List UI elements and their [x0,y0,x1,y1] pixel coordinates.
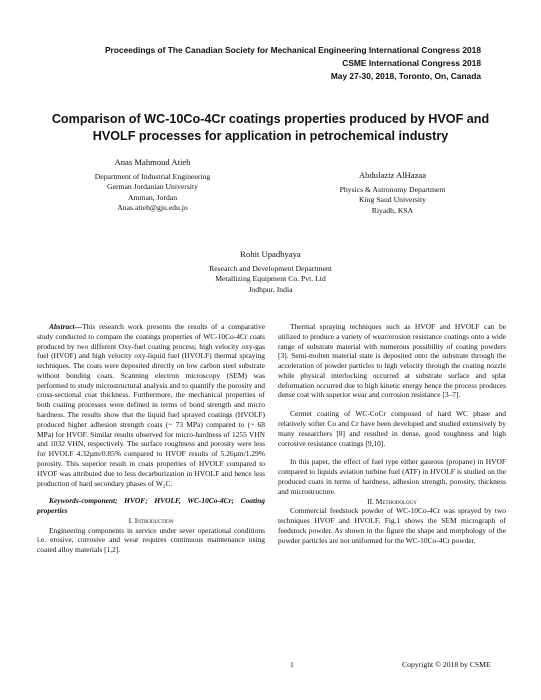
section-1-heading: I. Introduction [128,515,174,525]
page-number: 1 [290,660,294,669]
abstract-label: Abstract— [49,322,83,331]
paragraph-cermet: Cermet coating of WC-CoCr composed of hard WC phase and relatively softer Co and Cr have been developed and studied extensively by many researchers [8] and resulted in dense, good toughness and high corrosive resistance coatings [9,10]. [278,409,506,448]
author-2-org: King Saud University [358,195,427,204]
paragraph-this-paper: In this paper, the effect of fuel type either gaseous (propane) in HVOF compared to liquids aviation turbine fuel (ATF) in HVOLF is studied on the produced coats in terms of hardness, adhesion strength, porosity, thickness and microstructure. [278,457,506,496]
title-line-1: Comparison of WC-10Co-4Cr coatings properties produced by HVOF and [51,112,490,126]
abstract [37,322,265,488]
paragraph-thermal-spraying: Thermal spraying techniques such as HVOF and HVOLF can be utilized to produce a variety of wear/erosion resistance coatings onto a wide range of substrate material with numerous possibility of coating powders [3]. Semi-molten material state is deposited onto the substrate through the acceleration of powder particles to high velocity through the coating nozzle while physical interlocking occurred at substrate surface and splat deformation occurred due to high kinetic energy hence the process produces dense coat with superior wear and corrosion resistance [3–7]. [278,322,506,400]
title-line-2: HVOLF processes for application in petrochemical industry [92,129,449,143]
paper-title [48,111,493,145]
author-3-org: Metallizing Equipment Co. Pvt. Ltd [215,274,326,283]
right-column [278,322,506,545]
author-1-dept: Department of Industrial Engineering [94,171,211,181]
header-line-1: Proceedings of The Canadian Society for Mechanical Engineering International Congress 2018 [104,45,481,55]
methodology-paragraph: Commercial feedstock powder of WC-10Co-4Cr was sprayed by two techniques HVOF and HVOLF, Fig.1 shows the SEM micrograph of feedstock powder. As shown in the figure the shape and morphology of the powder particles are not uniformed for the WC-10Co-4Cr powder. [278,506,506,545]
header-line-3: May 27-30, 2018, Toronto, On, Canada [330,71,481,81]
copyright: Copyright © 2018 by CSME [402,660,491,669]
author-2 [300,170,485,216]
keywords: Keywords-component; HVOF; HVOLF, WC-10Co-4Cr; Coating properties [37,496,265,516]
author-1 [60,157,245,214]
section-2-heading: II. Methodology [367,496,417,506]
author-3-dept: Research and Development Department [209,263,332,273]
author-3-name: Rohit Upadhyaya [240,249,301,259]
author-2-dept: Physics & Astronomy Department [339,184,446,194]
abstract-text: This research work presents the results of a comparative study conducted to compare the coatings properties of WC-10Co-4Cr coats produced by two different Oxy-fuel coating process; high velocity oxy-gas fuel (HVOF) and high velocity oxy-liquid fuel (HVOLF) thermal spraying techniques. The coats were deposited directly on low carbon steel substrate without bonding coats. Scanning electron microscopy (SEM) was performed to study microstructural analysis and to quantify the porosity and cross-sectional coat thickness. Furthermore, the mechanical properties of both coating processes were defined in terms of bond strength and micro hardness. The results show that the liquid fuel sprayed coatings (HVOLF) produced higher adhesion strength coats (~ 73 MPa) compared to (~ 68 MPa) for HVOF. Similar results observed for micro-hardness of 1255 VHN and 1032 VHN, respectively. The surface roughness and porosity were less for HVOLF 4.32µm/0.85% compared to HVOF results of 5.26µm/1.29% porosity. This superior result in coats properties of HVOLF compared to HVOF was attributed due to less decarburization in HVOLF and hence less production of hard secondary phases of W₂C. [37,322,265,488]
author-3-location: Jodhpur, India [248,284,293,294]
left-column [37,322,265,555]
author-1-name: Anas Mahmoud Atieh [114,157,191,167]
intro-paragraph: Engineering components in service under sever operational conditions i.e. erosive, corrosive and wear requires continuous maintenance using coated alloy materials [1,2]. [37,525,265,555]
author-1-email: Anas.atieh@gju.edu.jo [117,203,188,212]
header-line-2: CSME International Congress 2018 [342,58,481,68]
author-1-location: Amman, Jordan [127,192,178,202]
author-3 [178,249,363,295]
author-2-location: Riyadh, KSA [371,205,414,215]
author-1-org: German Jordanian University [107,182,198,191]
author-2-name: Abdulaziz AlHazaa [358,170,427,180]
proceedings-header [61,44,481,83]
